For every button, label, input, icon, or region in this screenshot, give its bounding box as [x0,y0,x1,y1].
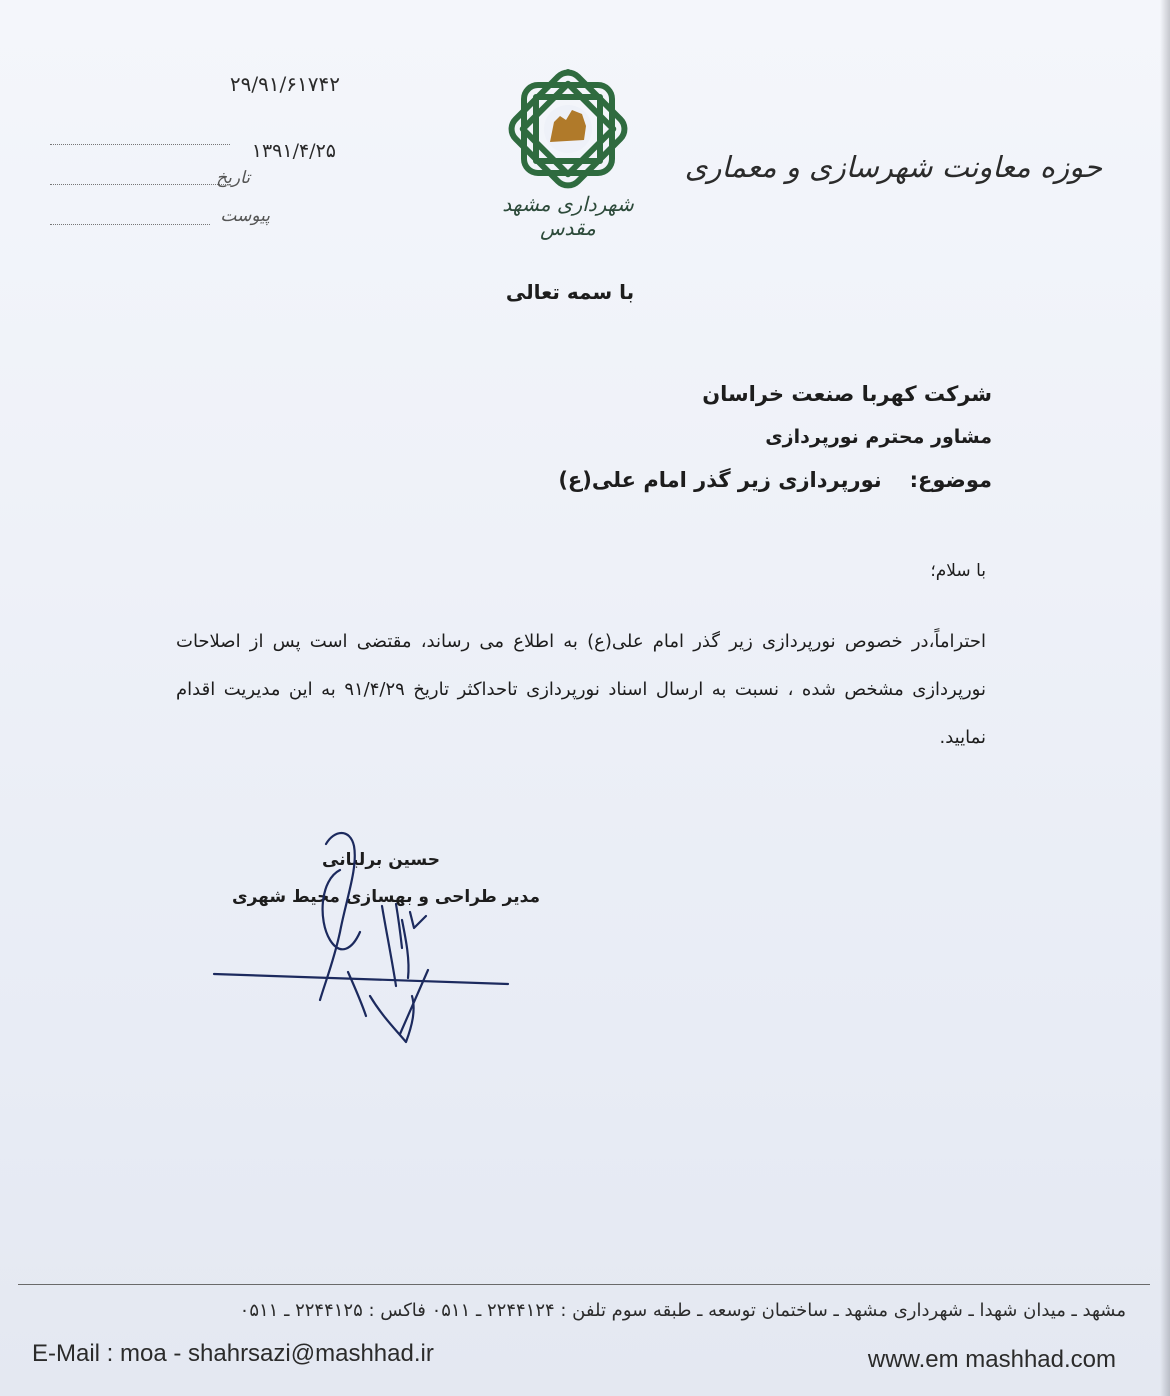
recipient-company: شرکت کهربا صنعت خراسان [702,382,992,406]
letter-body: احتراماً،در خصوص نورپردازی زیر گذر امام علی(ع) به اطلاع می رساند، مقتضی است پس از اصلاحات نورپردازی مشخص شده ، نسبت به ارسال اسناد نورپردازی تاحداکثر تاریخ ۹۱/۴/۲۹ به این مدیریت اقدام نمایید. [176,631,986,748]
greeting: با سلام؛ [930,561,986,581]
municipality-emblem-icon [488,64,648,194]
subject-value: نورپردازی زیر گذر امام علی(ع) [558,468,882,492]
footer-divider [18,1284,1150,1285]
signer-name: حسین برلیانی [322,850,440,870]
signer-title: مدیر طراحی و بهسازی محیط شهری [231,887,540,907]
footer-email: E-Mail : moa - shahrsazi@mashhad.ir [32,1340,434,1367]
invocation-heading: با سمه تعالی [505,280,635,304]
attachment-label: پیوست [220,206,270,226]
logo-caption: شهرداری مشهد مقدس [502,192,634,240]
footer-website: www.em mashhad.com [867,1346,1116,1373]
recipient-role: مشاور محترم نورپردازی [765,426,992,448]
handwritten-signature [200,820,530,1060]
attachment-dotted-line [50,224,210,225]
footer-address: مشهد ـ میدان شهدا ـ شهرداری مشهد ـ ساختمان توسعه ـ طبقه سوم تلفن : ۲۲۴۴۱۲۴ ـ ۰۵۱۱ فاکس : ۲۲۴۴۱۲۵ ـ ۰۵۱۱ [239,1300,1126,1321]
paper-edge-shadow [1160,0,1170,1396]
subject-line [392,468,992,492]
date-label: تاریخ [216,168,250,188]
letter-number: ۲۹/۹۱/۶۱۷۴۲ [229,72,340,96]
letter-date: ۱۳۹۱/۴/۲۵ [251,140,336,162]
subject-label: موضوع: [909,468,992,492]
department-title: حوزه معاونت شهرسازی و معماری [684,150,1102,184]
